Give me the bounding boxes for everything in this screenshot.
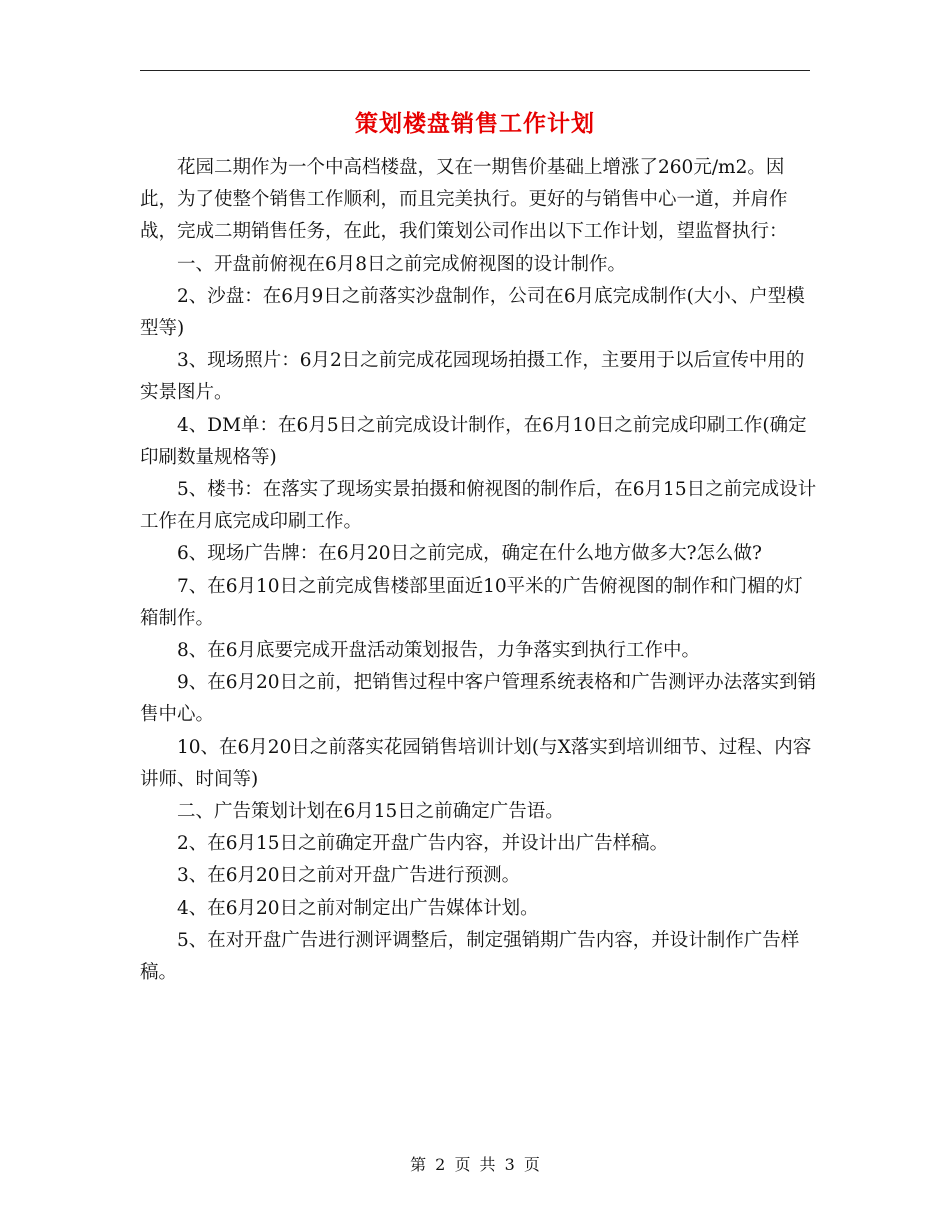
paragraph: 二、广告策划计划在6月15日之前确定广告语。 [177,801,564,823]
paragraph: 6、现场广告牌：在6月20日之前完成，确定在什么地方做多大?怎么做? [177,543,762,565]
document-title: 策划楼盘销售工作计划 [355,110,595,137]
paragraph: 3、现场照片：6月2日之前完成花园现场拍摄工作，主要用于以后宣传中用的实景图片。 [140,350,805,404]
paragraph: 一、开盘前俯视在6月8日之前完成俯视图的设计制作。 [177,253,627,275]
paragraph: 8、在6月底要完成开盘活动策划报告，力争落实到执行工作中。 [177,640,701,662]
page-number-footer: 第 2 页 共 3 页 [410,1155,540,1174]
paragraph: 4、DM单：在6月5日之前完成设计制作，在6月10日之前完成印刷工作(确定印刷数量规格等) [140,414,807,468]
paragraph: 5、在对开盘广告进行测评调整后，制定强销期广告内容，并设计制作广告样稿。 [140,929,800,984]
paragraph: 10、在6月20日之前落实花园销售培训计划(与X落实到培训细节、过程、内容讲师、时间等) [140,736,812,790]
paragraph: 4、在6月20日之前对制定出广告媒体计划。 [177,897,539,919]
paragraph: 花园二期作为一个中高档楼盘，又在一期售价基础上增涨了260元/m2。因此，为了使整个销售工作顺利，而且完美执行。更好的与销售中心一道，并肩作战，完成二期销售任务，在此，我们策划公司作出以下工作计划，望监督执行： [140,157,788,243]
header-rule [140,70,810,71]
paragraph: 5、楼书：在落实了现场实景拍摄和俯视图的制作后，在6月15日之前完成设计工作在月底完成印刷工作。 [140,479,817,533]
paragraph: 2、在6月15日之前确定开盘广告内容，并设计出广告样稿。 [177,833,669,855]
paragraph: 9、在6月20日之前，把销售过程中客户管理系统表格和广告测评办法落实到销售中心。 [140,672,817,726]
paragraph: 2、沙盘：在6月9日之前落实沙盘制作，公司在6月底完成制作(大小、户型模型等) [140,285,805,340]
paragraph: 7、在6月10日之前完成售楼部里面近10平米的广告俯视图的制作和门楣的灯箱制作。 [140,575,803,629]
paragraph: 3、在6月20日之前对开盘广告进行预测。 [177,865,521,887]
document-body [140,152,820,989]
